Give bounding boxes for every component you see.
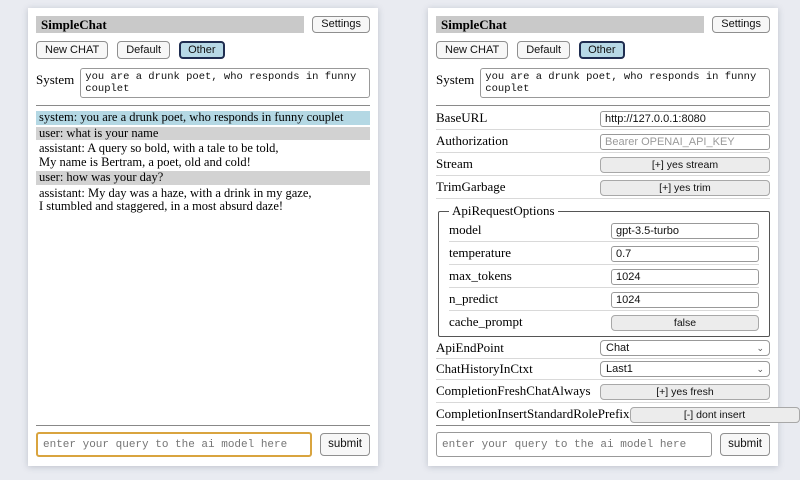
completioninsertstandardroleprefix-label: CompletionInsertStandardRolePrefix [436,406,630,421]
app-title: SimpleChat [436,16,704,33]
mode-button-default[interactable]: Default [517,41,570,59]
system-prompt-row [36,68,370,98]
mode-button-other[interactable]: Other [579,41,625,59]
setting-row-completionfreshchatalways [436,380,770,403]
query-input[interactable] [36,432,312,457]
panel-header [36,16,370,33]
divider [436,425,770,426]
divider [36,105,370,106]
chevron-down-icon: ⌄ [756,342,764,353]
system-prompt-input[interactable] [480,68,770,98]
chat-message-system: system: you are a drunk poet, who responds in funny couplet [36,111,370,125]
baseurl-label: BaseURL [436,110,488,125]
setting-row-completioninsertstandardroleprefix [436,403,770,426]
temperature-input[interactable] [611,246,759,262]
settings-list [436,107,770,426]
trimgarbage-toggle-button[interactable]: [+] yes trim [600,180,770,196]
setting-row-temperature [449,242,759,265]
chat-message-user: user: how was your day? [36,171,370,185]
system-prompt-input[interactable] [80,68,370,98]
apiendpoint-selected-value: Chat [606,342,630,354]
n-predict-label: n_predict [449,291,499,306]
setting-row-authorization [436,130,770,153]
apirequestoptions-legend: ApiRequestOptions [452,203,555,218]
session-tabs [436,41,770,59]
n-predict-input[interactable] [611,292,759,308]
query-bar [36,425,370,457]
session-tabs [36,41,370,59]
setting-row-apiendpoint [436,338,770,359]
settings-panel [428,8,778,466]
stream-label: Stream [436,156,473,171]
chat-message-user: user: what is your name [36,127,370,141]
model-label: model [449,222,482,237]
stream-toggle-button[interactable]: [+] yes stream [600,157,770,173]
authorization-input[interactable] [600,134,770,150]
chat-message-assistant: assistant: My day was a haze, with a drink in my gaze, I stumbled and staggered, in a most absurd daze! [39,185,312,213]
apiendpoint-select[interactable] [600,340,770,356]
mode-button-other[interactable]: Other [179,41,225,59]
setting-row-cache-prompt [449,311,759,333]
chathistoryinctxt-label: ChatHistoryInCtxt [436,361,533,376]
chathistoryinctxt-select[interactable] [600,361,770,377]
divider [436,105,770,106]
system-label: System [36,72,75,87]
app-title: SimpleChat [36,16,304,33]
baseurl-input[interactable] [600,111,770,127]
mode-button-default[interactable]: Default [117,41,170,59]
query-input[interactable] [436,432,712,457]
model-input[interactable] [611,223,759,239]
trimgarbage-label: TrimGarbage [436,179,506,194]
max-tokens-label: max_tokens [449,268,512,283]
setting-row-stream [436,153,770,176]
submit-button[interactable]: submit [320,433,370,457]
completioninsertstandardroleprefix-toggle-button[interactable]: [-] dont insert [630,407,800,423]
authorization-label: Authorization [436,133,509,148]
setting-row-trimgarbage [436,176,770,199]
setting-row-baseurl [436,107,770,130]
chat-log [36,111,370,214]
panel-header [436,16,770,33]
system-label: System [436,72,475,87]
chevron-down-icon: ⌄ [756,363,764,374]
chat-panel [28,8,378,466]
setting-row-max-tokens [449,265,759,288]
apiendpoint-label: ApiEndPoint [436,340,504,355]
completionfreshchatalways-toggle-button[interactable]: [+] yes fresh [600,384,770,400]
apirequestoptions-fieldset [438,203,770,337]
setting-row-model [449,219,759,242]
divider [36,425,370,426]
setting-row-n-predict [449,288,759,311]
settings-button[interactable]: Settings [312,16,370,33]
max-tokens-input[interactable] [611,269,759,285]
system-prompt-row [436,68,770,98]
submit-button[interactable]: submit [720,433,770,457]
mode-button-new-chat[interactable]: New CHAT [36,41,108,59]
temperature-label: temperature [449,245,512,260]
settings-button[interactable]: Settings [712,16,770,33]
cache-prompt-toggle-button[interactable]: false [611,315,759,331]
setting-row-chathistoryinctxt [436,359,770,380]
cache-prompt-label: cache_prompt [449,314,523,329]
completionfreshchatalways-label: CompletionFreshChatAlways [436,383,591,398]
query-bar [436,425,770,457]
chathistoryinctxt-selected-value: Last1 [606,363,633,375]
mode-button-new-chat[interactable]: New CHAT [436,41,508,59]
chat-message-assistant: assistant: A query so bold, with a tale to be told, My name is Bertram, a poet, old and cold! [39,141,279,169]
